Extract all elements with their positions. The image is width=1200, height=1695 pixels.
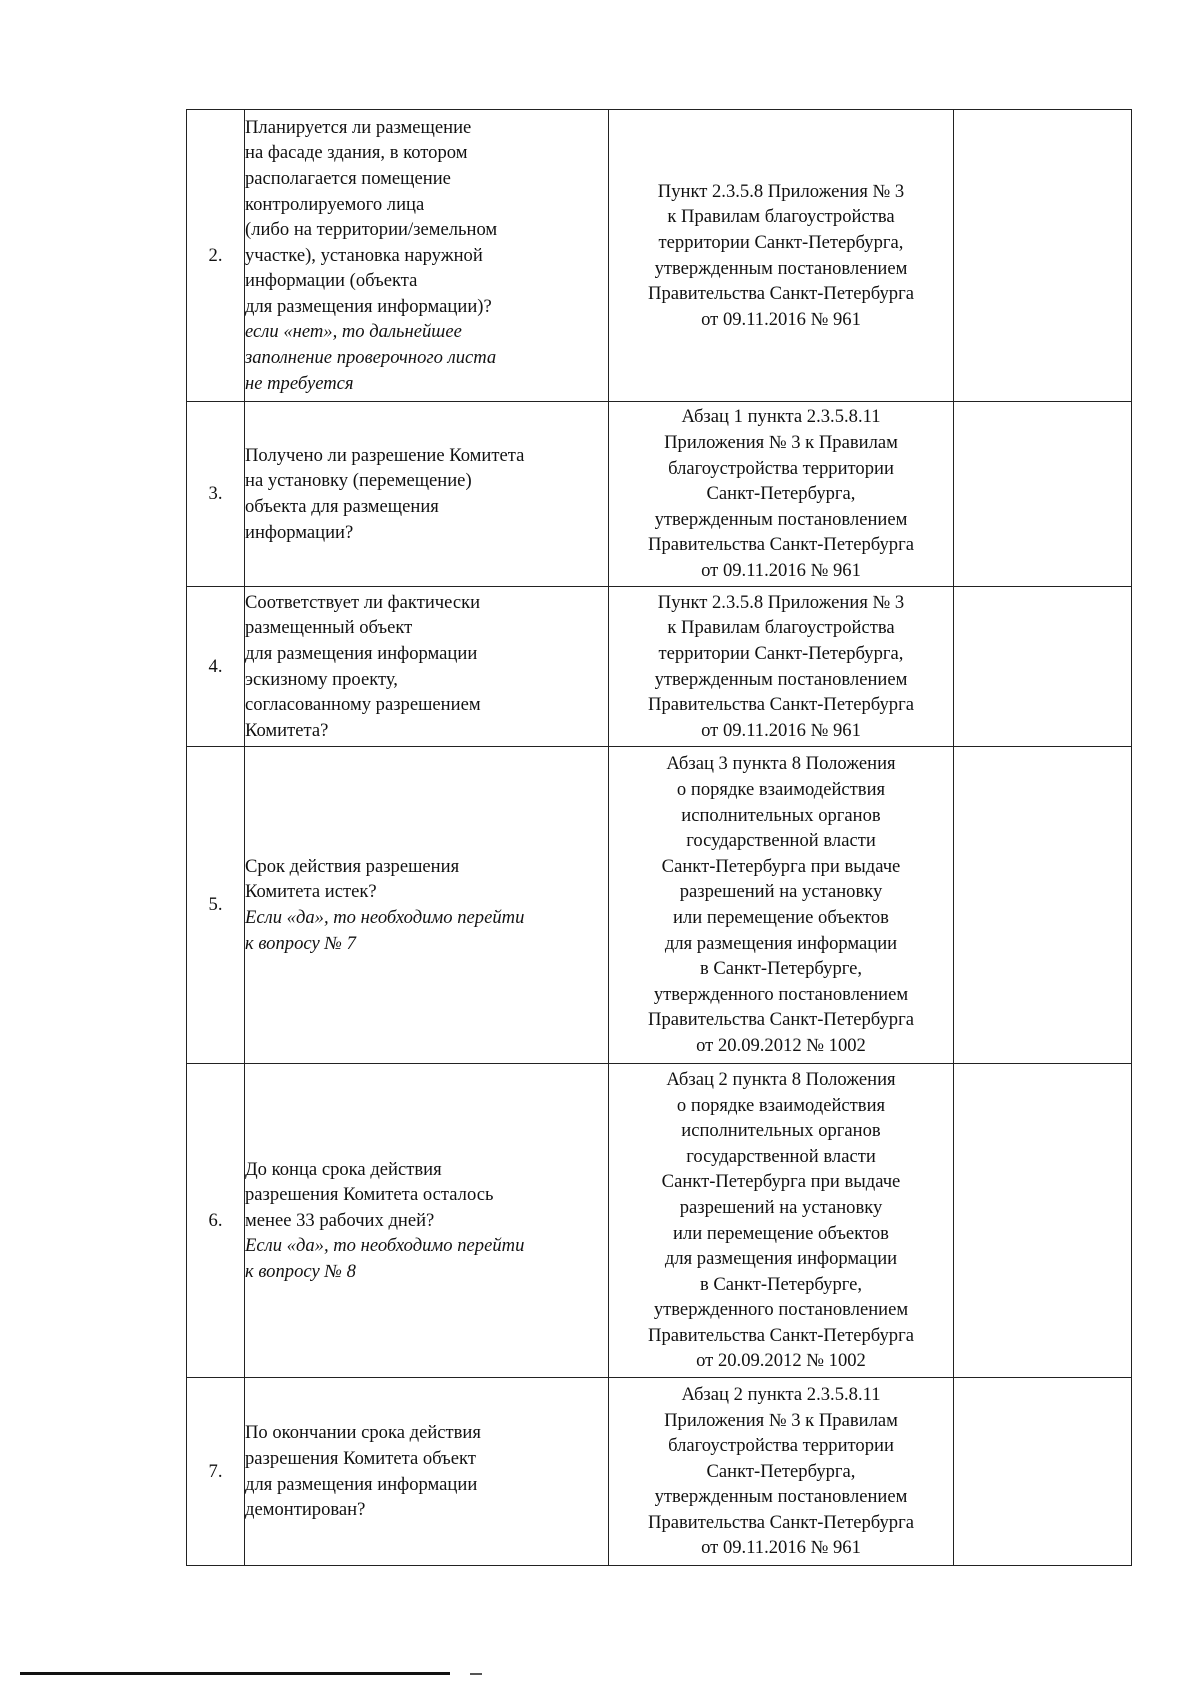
question-line: на фасаде здания, в котором <box>245 142 468 164</box>
legal-reference-line: для размещения информации <box>664 932 898 954</box>
question-cell <box>245 747 609 1064</box>
question-note-line: заполнение проверочного листа <box>245 347 497 369</box>
legal-reference-line: утвержденным постановлением <box>654 668 908 690</box>
legal-reference-line: государственной власти <box>686 830 876 852</box>
legal-reference-line: Правительства Санкт-Петербурга <box>648 1009 914 1031</box>
legal-reference-cell <box>609 587 954 747</box>
question-note-line: Если «да», то необходимо перейти <box>245 1235 525 1257</box>
answer-cell[interactable] <box>954 747 1132 1064</box>
legal-reference-line: или перемещение объектов <box>673 1222 889 1244</box>
legal-reference-line: Абзац 2 пункта 8 Положения <box>666 1068 896 1090</box>
legal-reference-line: от 09.11.2016 № 961 <box>701 559 861 581</box>
legal-reference-line: Правительства Санкт-Петербурга <box>648 694 914 716</box>
legal-reference-line: Правительства Санкт-Петербурга <box>648 1324 914 1346</box>
question-note-line: если «нет», то дальнейшее <box>245 321 462 343</box>
legal-reference-line: от 20.09.2012 № 1002 <box>696 1034 866 1056</box>
question-cell <box>245 587 609 747</box>
legal-reference-line: Абзац 1 пункта 2.3.5.8.11 <box>681 406 881 428</box>
checklist-row <box>187 402 1132 587</box>
checklist-row <box>187 1064 1132 1378</box>
legal-reference-line: утвержденным постановлением <box>654 257 908 279</box>
legal-reference-line: Санкт-Петербурга, <box>706 1460 856 1482</box>
row-number: 7. <box>187 1378 245 1566</box>
question-line: До конца срока действия <box>245 1158 442 1180</box>
legal-reference-line: благоустройства территории <box>668 1435 894 1457</box>
question-cell <box>245 110 609 402</box>
question-line: информации? <box>245 521 354 543</box>
legal-reference-line: для размещения информации <box>664 1248 898 1270</box>
legal-reference-line: Санкт-Петербурга, <box>706 483 856 505</box>
question-line: участке), установка наружной <box>245 244 483 266</box>
question-line: Срок действия разрешения <box>245 855 460 877</box>
legal-reference-line: территории Санкт-Петербурга, <box>658 642 904 664</box>
question-line: Комитета истек? <box>245 881 377 903</box>
legal-reference-line: разрешений на установку <box>679 881 883 903</box>
row-number: 2. <box>187 110 245 402</box>
question-note-line: Если «да», то необходимо перейти <box>245 907 525 928</box>
legal-reference-cell <box>609 1378 954 1566</box>
legal-reference-line: благоустройства территории <box>668 457 894 479</box>
legal-reference-line: Абзац 3 пункта 8 Положения <box>666 753 896 775</box>
question-line: разрешения Комитета осталось <box>245 1184 494 1206</box>
question-line: (либо на территории/земельном <box>245 219 498 241</box>
row-number: 3. <box>187 402 245 587</box>
question-line: размещенный объект <box>245 617 413 639</box>
legal-reference-line: Санкт-Петербурга при выдаче <box>661 1171 901 1193</box>
legal-reference-line: к Правилам благоустройства <box>667 617 895 639</box>
question-line: эскизному проекту, <box>245 668 398 690</box>
legal-reference-line: исполнительных органов <box>681 804 881 826</box>
legal-reference-cell <box>609 402 954 587</box>
legal-reference-line: Санкт-Петербурга при выдаче <box>661 855 901 877</box>
footer-dash <box>470 1673 482 1675</box>
legal-reference-line: или перемещение объектов <box>673 907 889 928</box>
checklist-table <box>186 109 1132 1566</box>
legal-reference-line: исполнительных органов <box>681 1120 881 1142</box>
answer-cell[interactable] <box>954 402 1132 587</box>
legal-reference-line: территории Санкт-Петербурга, <box>658 231 904 253</box>
question-line: для размещения информации <box>245 1473 478 1495</box>
legal-reference-line: в Санкт-Петербурге, <box>699 1273 863 1295</box>
question-line: согласованному разрешением <box>245 694 481 716</box>
question-line: информации (объекта <box>245 270 418 292</box>
question-line: менее 33 рабочих дней? <box>245 1209 435 1231</box>
legal-reference-line: Правительства Санкт-Петербурга <box>648 534 914 556</box>
checklist-row <box>187 747 1132 1064</box>
legal-reference-line: утвержденного постановлением <box>653 1299 909 1321</box>
question-line: Комитета? <box>245 719 329 741</box>
legal-reference-line: от 09.11.2016 № 961 <box>701 719 861 741</box>
row-number: 6. <box>187 1064 245 1378</box>
legal-reference-line: утвержденным постановлением <box>654 1486 908 1508</box>
legal-reference-line: государственной власти <box>686 1145 876 1167</box>
question-line: на установку (перемещение) <box>245 470 472 492</box>
legal-reference-line: Приложения № 3 к Правилам <box>664 1409 898 1431</box>
answer-cell[interactable] <box>954 1378 1132 1566</box>
checklist-row <box>187 110 1132 402</box>
legal-reference-line: о порядке взаимодействия <box>676 1094 886 1116</box>
question-cell <box>245 1378 609 1566</box>
question-line: демонтирован? <box>245 1499 366 1521</box>
legal-reference-line: от 20.09.2012 № 1002 <box>696 1350 866 1372</box>
legal-reference-line: Абзац 2 пункта 2.3.5.8.11 <box>681 1383 881 1405</box>
question-line: Получено ли разрешение Комитета <box>245 444 525 466</box>
answer-cell[interactable] <box>954 110 1132 402</box>
legal-reference-line: Приложения № 3 к Правилам <box>664 432 898 454</box>
question-line: располагается помещение <box>245 167 451 189</box>
checklist-row <box>187 1378 1132 1566</box>
row-number: 5. <box>187 747 245 1064</box>
legal-reference-line: разрешений на установку <box>679 1196 883 1218</box>
question-cell <box>245 1064 609 1378</box>
legal-reference-line: от 09.11.2016 № 961 <box>701 308 861 330</box>
legal-reference-line: утвержденным постановлением <box>654 508 908 530</box>
question-line: для размещения информации <box>245 642 478 664</box>
footer-rule <box>20 1672 450 1675</box>
answer-cell[interactable] <box>954 587 1132 747</box>
question-note-line: к вопросу № 8 <box>245 1260 356 1282</box>
row-number: 4. <box>187 587 245 747</box>
question-line: контролируемого лица <box>245 193 425 215</box>
legal-reference-line: утвержденного постановлением <box>653 983 909 1005</box>
legal-reference-line: к Правилам благоустройства <box>667 206 895 228</box>
legal-reference-cell <box>609 1064 954 1378</box>
legal-reference-line: Пункт 2.3.5.8 Приложения № 3 <box>657 591 905 613</box>
legal-reference-cell <box>609 110 954 402</box>
legal-reference-line: Пункт 2.3.5.8 Приложения № 3 <box>657 180 905 202</box>
question-line: разрешения Комитета объект <box>245 1447 476 1469</box>
question-note-line: не требуется <box>245 372 354 394</box>
question-note-line: к вопросу № 7 <box>245 932 356 954</box>
question-line: По окончании срока действия <box>245 1422 481 1444</box>
question-line: для размещения информации)? <box>245 295 492 317</box>
legal-reference-line: от 09.11.2016 № 961 <box>701 1537 861 1559</box>
legal-reference-line: Правительства Санкт-Петербурга <box>648 283 914 305</box>
question-line: Соответствует ли фактически <box>245 591 481 613</box>
legal-reference-line: о порядке взаимодействия <box>676 779 886 801</box>
question-line: объекта для размещения <box>245 496 439 517</box>
question-cell <box>245 402 609 587</box>
legal-reference-line: в Санкт-Петербурге, <box>699 958 863 980</box>
checklist-rows <box>187 110 1132 1566</box>
legal-reference-line: Правительства Санкт-Петербурга <box>648 1511 914 1533</box>
checklist-row <box>187 587 1132 747</box>
legal-reference-cell <box>609 747 954 1064</box>
question-line: Планируется ли размещение <box>245 116 472 138</box>
answer-cell[interactable] <box>954 1064 1132 1378</box>
